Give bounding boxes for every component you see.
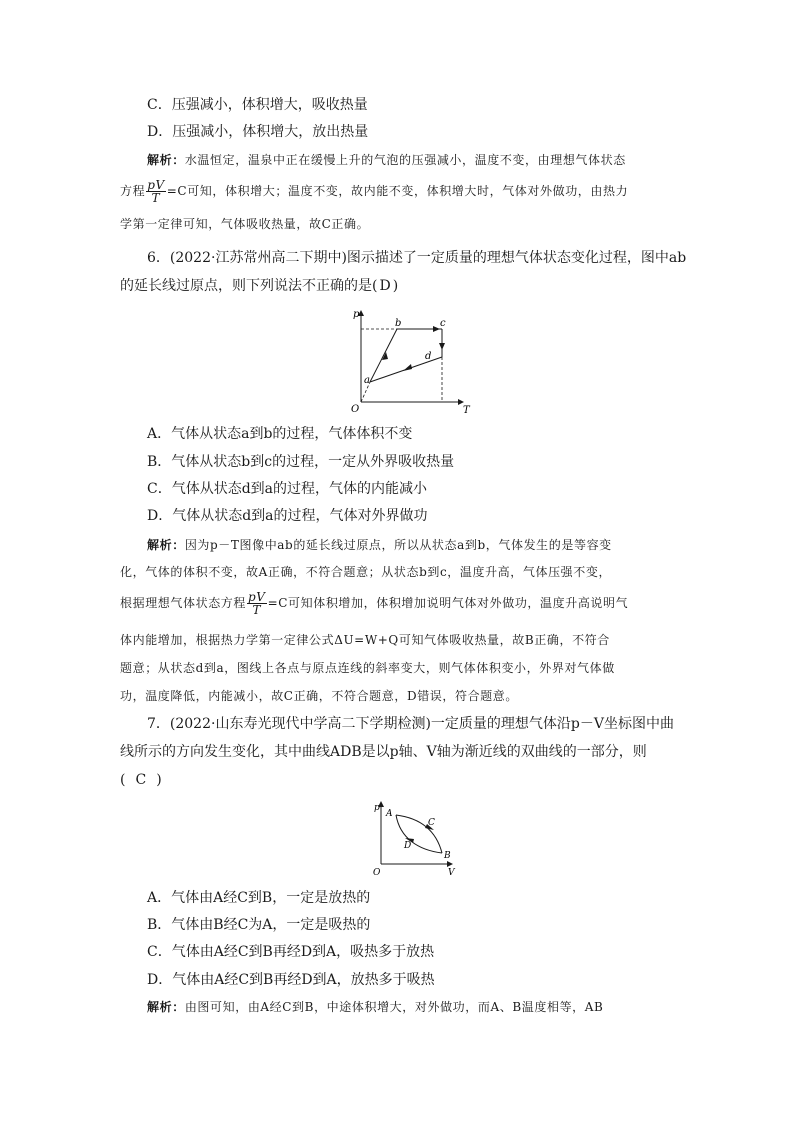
q6-option-a: A．气体从状态a到b的过程，气体体积不变 — [147, 426, 413, 442]
q7-analysis-line-1: 解析：由图可知，由A经C到B，中途体积增大，对外做功，而A、B温度相等，AB — [147, 1000, 604, 1014]
q7-stem-line-2: 线所示的方向发生变化，其中曲线ADB是以p轴、V轴为渐近线的双曲线的一部分，则 — [120, 744, 647, 760]
point-d-label: D — [404, 841, 412, 851]
pv-over-t-fraction: $\frac{pV}{T}$ — [248, 590, 266, 617]
pv-over-t-fraction: $\frac{pV}{T}$ — [147, 178, 165, 205]
point-b-label: b — [395, 318, 402, 329]
q6-option-d: D．气体从状态d到a的过程，气体对外界做功 — [147, 508, 428, 524]
point-c-label: C — [428, 818, 435, 828]
point-a-label: a — [364, 375, 370, 386]
axis-label-t: T — [463, 405, 470, 415]
axis-label-p: p — [353, 309, 360, 320]
q7-option-d: D．气体由A经C到B再经D到A，放热多于吸热 — [147, 972, 435, 988]
analysis-label: 解析： — [147, 153, 185, 167]
q6-analysis-line-3: 根据理想气体状态方程 $\frac{pV}{T}$ =C可知体积增加，体积增加说明气体对外做功，温度升高说明气 — [120, 590, 629, 617]
q7-stem-line-1: 7．(2022·山东寿光现代中学高二下学期检测)一定质量的理想气体沿p－V坐标图中曲 — [147, 716, 674, 732]
q7-answer: C — [135, 772, 147, 788]
prev-analysis-line-1 — [147, 150, 626, 170]
prev-analysis-line-2: 方程 $\frac{pV}{T}$ =C可知，体积增大；温度不变，故内能不变，体积增大时，气体对外做功，由热力 — [120, 178, 629, 205]
point-c-label: c — [440, 318, 446, 329]
q6-stem-line-1: 6．(2022·江苏常州高二下期中)图示描述了一定质量的理想气体状态变化过程，图中ab — [147, 250, 687, 266]
q7-pv-diagram — [368, 798, 468, 880]
q6-analysis-line-5: 题意；从状态d到a，图线上各点与原点连线的斜率变大，则气体体积变小，外界对气体做 — [120, 661, 615, 675]
q7-option-c: C．气体由A经C到B再经D到A，吸热多于放热 — [147, 944, 435, 960]
q7-option-a: A．气体由A经C到B，一定是放热的 — [147, 890, 371, 906]
q7-option-b: B．气体由B经C为A，一定是吸热的 — [147, 917, 371, 933]
axis-label-v: V — [448, 868, 455, 878]
q6-analysis-line-1: 解析：因为p－T图像中ab的延长线过原点，所以从状态a到b，气体发生的是等容变 — [147, 538, 612, 552]
point-b-label: B — [444, 851, 451, 861]
prev-option-d: D．压强减小，体积增大，放出热量 — [147, 124, 369, 140]
curve-bda — [396, 815, 442, 853]
q6-option-c: C．气体从状态d到a的过程，气体的内能减小 — [147, 481, 428, 497]
q6-answer: D — [379, 278, 391, 294]
q6-analysis-line-6: 功，温度降低，内能减小，故C正确，不符合题意，D错误，符合题意。 — [120, 689, 519, 703]
q6-stem-line-2: 的延长线过原点，则下列说法不正确的是( D ) — [120, 278, 399, 294]
origin-label: O — [373, 868, 381, 878]
q7-stem-line-3: ( C ) — [120, 772, 162, 788]
q6-analysis-line-2: 化，气体的体积不变，故A正确，不符合题意；从状态b到c，温度升高，气体压强不变， — [120, 565, 612, 579]
prev-option-c: C．压强减小，体积增大，吸收热量 — [147, 97, 368, 113]
q6-pt-diagram — [345, 305, 475, 415]
axis-label-p: p — [374, 803, 380, 813]
curve-acb — [396, 815, 442, 853]
q6-analysis-line-4: 体内能增加，根据热力学第一定律公式ΔU=W+Q可知气体吸收热量，故B正确，不符合 — [120, 633, 610, 647]
prev-analysis-line-3: 学第一定律可知，气体吸收热量，故C正确。 — [120, 217, 370, 231]
analysis-text: 水温恒定，温泉中正在缓慢上升的气泡的压强减小，温度不变，由理想气体状态 — [184, 153, 626, 167]
point-a-label: A — [386, 809, 393, 819]
q6-option-b: B．气体从状态b到c的过程，一定从外界吸收热量 — [147, 454, 455, 470]
origin-label: O — [351, 404, 360, 415]
point-d-label: d — [425, 351, 432, 362]
